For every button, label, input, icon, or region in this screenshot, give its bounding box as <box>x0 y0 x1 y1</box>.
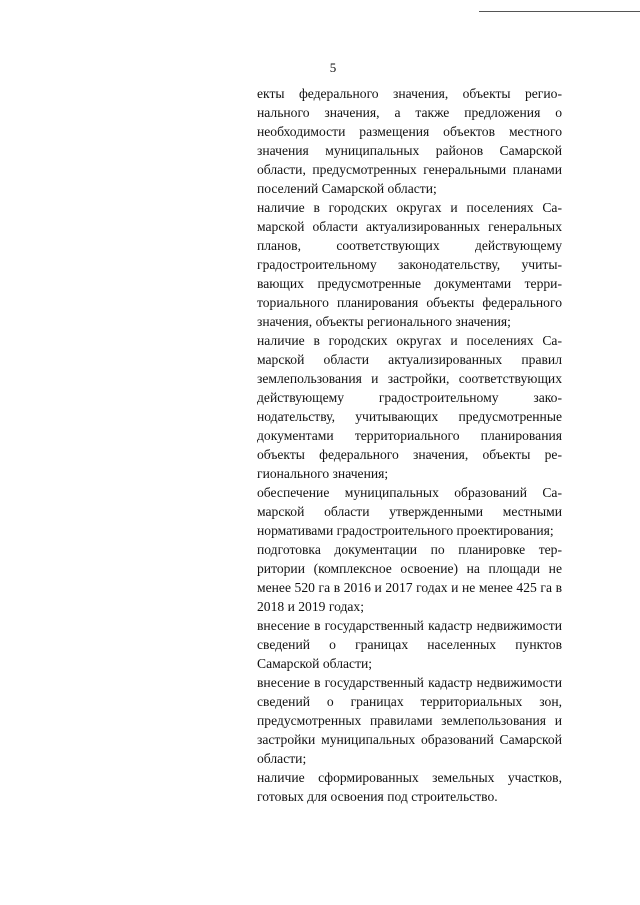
paragraph-general-plans: наличие в городских округах и поселениях Самарской области актуализированных генеральных планов, соответствующих действующему градостроительному законодательству, учитывающих предусмотренные документами территориального планирования объекты федерального значения, объекты регионального значения; <box>257 200 562 329</box>
top-edge-rule <box>479 11 640 12</box>
paragraph-planning-documentation: подготовка документации по планировке территории (комплексное освоение) на площади не менее 520 га в 2016 и 2017 годах и не менее 425 га в 2018 и 2019 годах; <box>257 542 562 614</box>
paragraph-objects-continuation: екты федерального значения, объекты регионального значения, а также предложения о необходимости размещения объектов местного значения муниципальных районов Самарской области, предусмотренных генеральными планами поселений Самарской области; <box>257 86 562 196</box>
paragraph-settlement-boundaries: внесение в государственный кадастр недвижимости сведений о границах населенных пунктов Самарской области; <box>257 618 562 671</box>
paragraph-land-use-rules: наличие в городских округах и поселениях Самарской области актуализированных правил землепользования и застройки, соответствующих действующему градостроительному законодательству, учитывающих предусмотренные документами территориального планирования объекты федерального значения, объекты регионального значения; <box>257 333 562 481</box>
paragraph-local-standards: обеспечение муниципальных образований Самарской области утвержденными местными нормативами градостроительного проектирования; <box>257 485 562 538</box>
document-body <box>257 84 562 806</box>
paragraph-zone-boundaries: внесение в государственный кадастр недвижимости сведений о границах территориальных зон, предусмотренных правилами землепользования и застройки муниципальных образований Самарской области; <box>257 675 562 766</box>
paragraph-land-plots: наличие сформированных земельных участков, готовых для освоения под строительство. <box>257 770 562 804</box>
page-number: 5 <box>329 60 337 75</box>
